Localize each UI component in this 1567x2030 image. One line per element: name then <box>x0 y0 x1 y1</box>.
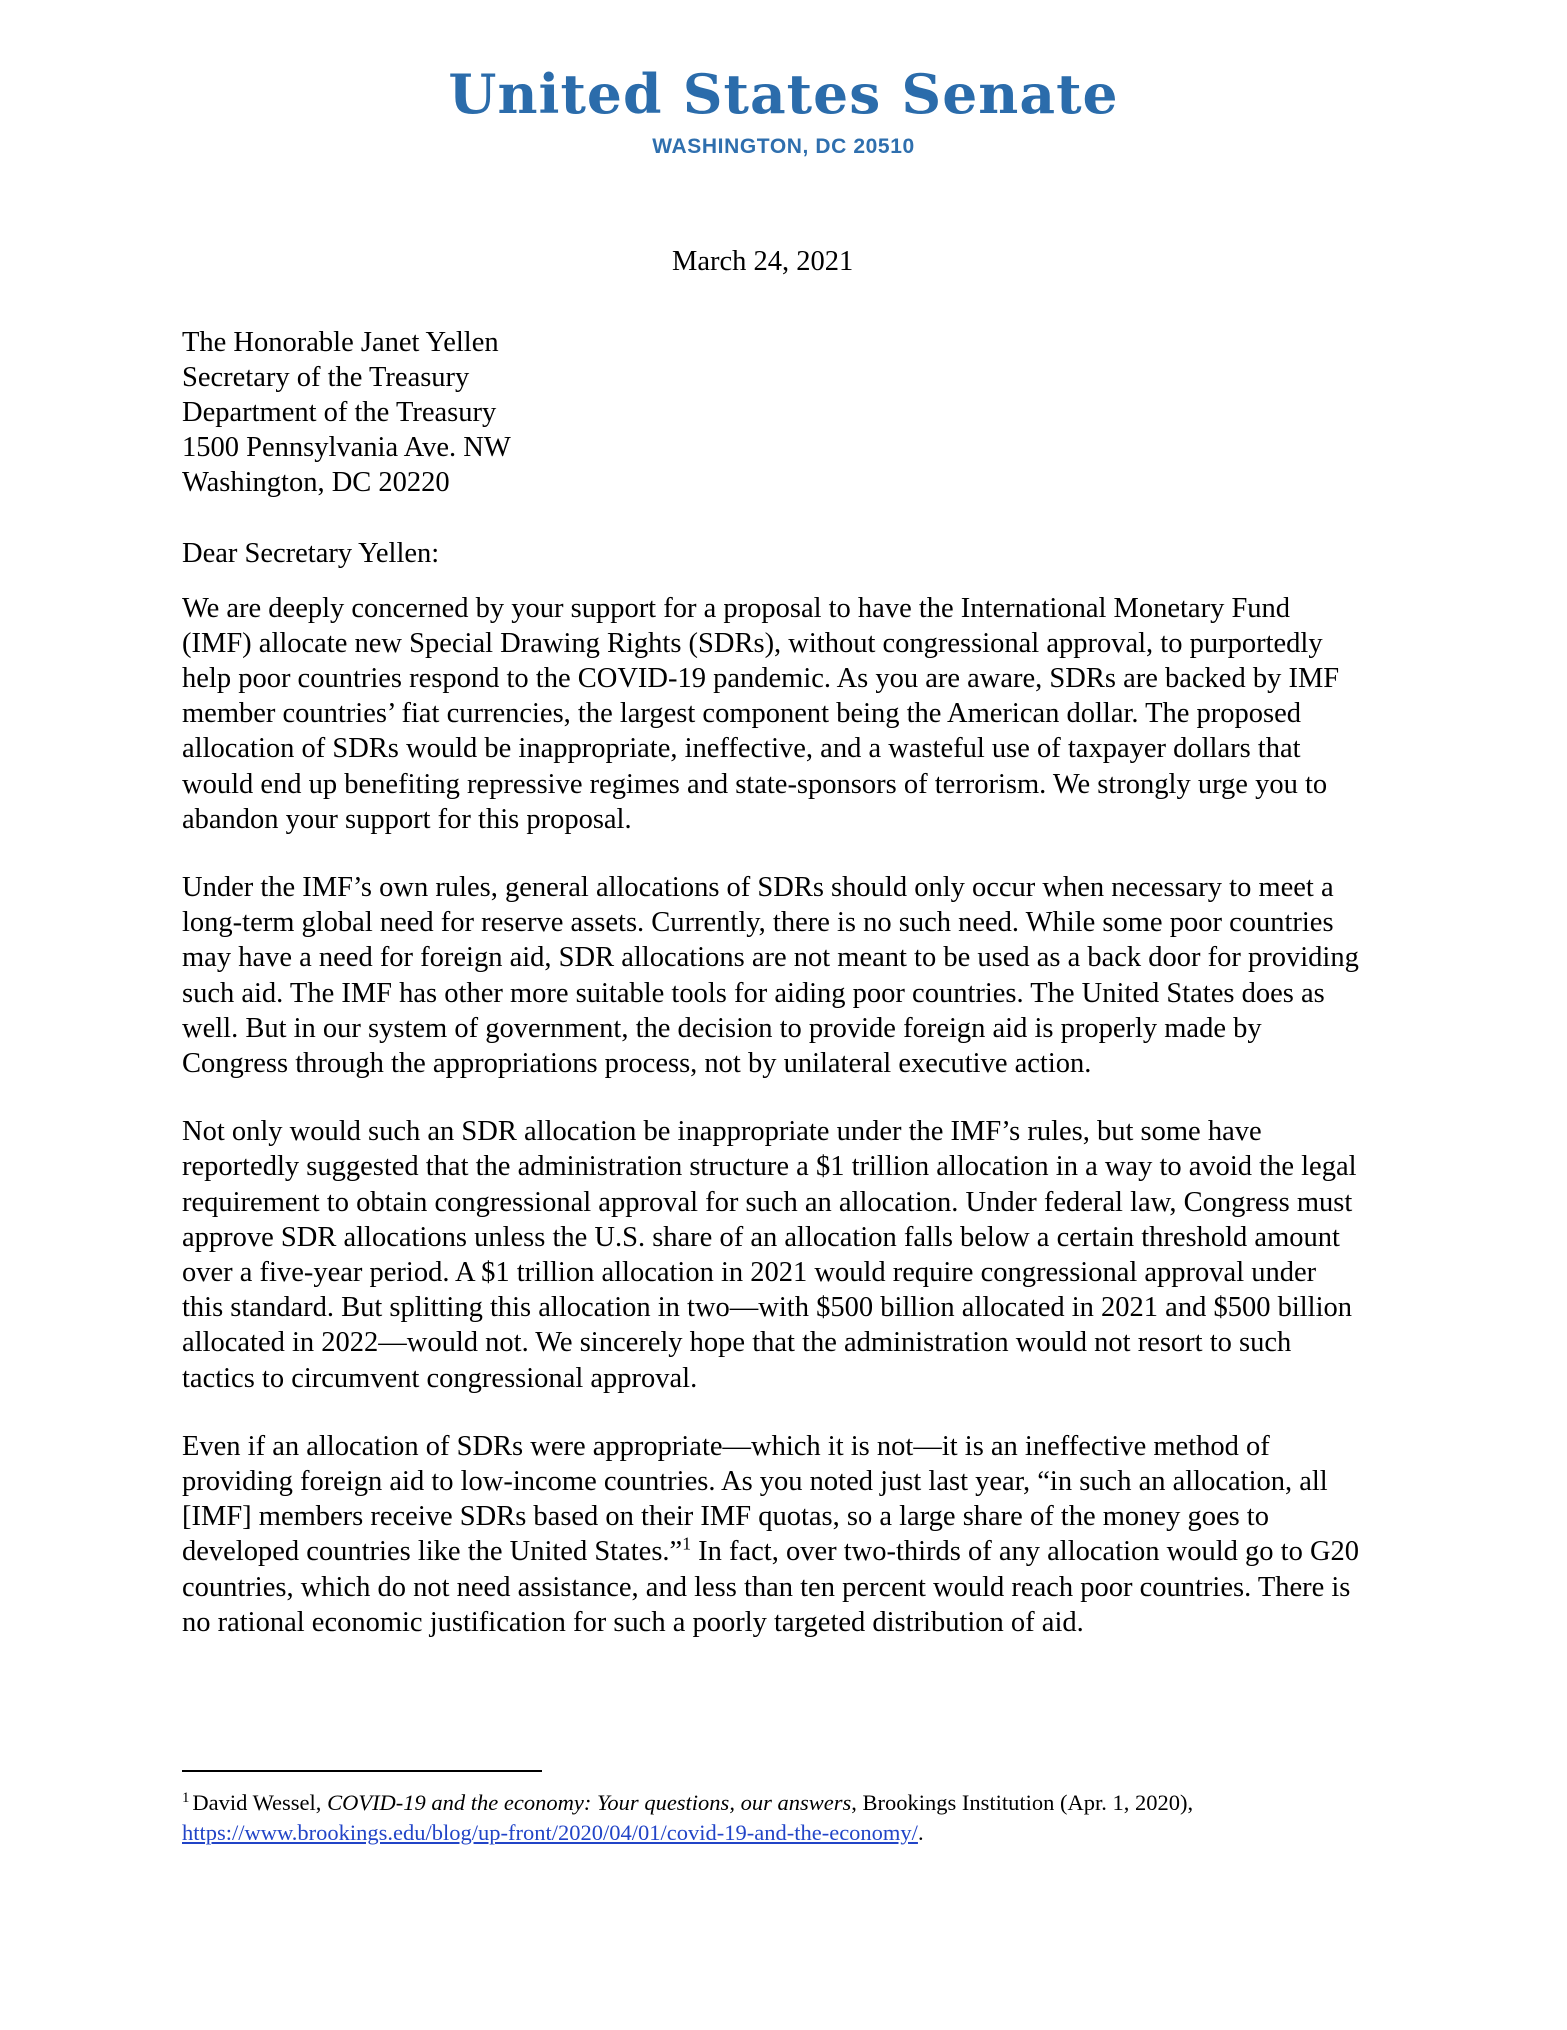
senate-letterhead-title: United States Senate <box>448 62 1119 126</box>
paragraph: Not only would such an SDR allocation be inappropriate under the IMF’s rules, but some have reportedly suggested that the administration structure a $1 trillion allocation in a way to avoid the legal requirement to obtain congressional approval for such an allocation. Under federal law, Congress must approve SDR allocations unless the U.S. share of an allocation falls below a certain threshold amount over a five-year period. A $1 trillion allocation in 2021 would require congressional approval under this standard. But splitting this allocation in two—with $500 billion allocated in 2021 and $500 billion allocated in 2022—would not. We sincerely hope that the administration would not resort to such tactics to circumvent congressional approval. <box>182 1116 1357 1394</box>
footnote-area <box>182 1770 1372 1848</box>
paragraph-with-footnote-reference <box>182 1429 1364 1640</box>
address-line: Department of the Treasury <box>182 396 497 428</box>
footnote-separator-rule <box>182 1770 542 1772</box>
address-line: The Honorable Janet Yellen <box>182 326 499 358</box>
paragraph: Under the IMF’s own rules, general allocations of SDRs should only occur when necessary to meet a long-term global need for reserve assets. Currently, there is no such need. While some poor countries may have a need for foreign aid, SDR allocations are not meant to be used as a back door for providing such aid. The IMF has other more suitable tools for aiding poor countries. The United States does as well. But in our system of government, the decision to provide foreign aid is properly made by Congress through the appropriations process, not by unilateral executive action. <box>182 871 1359 1079</box>
paragraph-text-before-footnote: Even if an allocation of SDRs were appropriate—which it is not—it is an ineffective method of providing foreign aid to low-income countries. As you noted just last year, “in such an allocation, all [IMF] members receive SDRs based on their IMF quotas, so a large share of the money goes to developed countries like the United States.” <box>182 1430 1328 1568</box>
footnote-url-period: . <box>917 1820 924 1845</box>
footnote-reference-marker: 1 <box>682 1533 692 1554</box>
letter-date: March 24, 2021 <box>672 246 854 277</box>
body-paragraphs <box>182 591 1372 1640</box>
letterhead-address-line: WASHINGTON, DC 20510 <box>652 134 915 158</box>
address-line: Washington, DC 20220 <box>182 466 450 498</box>
salutation: Dear Secretary Yellen: <box>182 537 440 569</box>
footnote-url-link[interactable]: https://www.brookings.edu/blog/up-front/2020/04/01/covid-19-and-the-economy/ <box>182 1820 918 1845</box>
letter-body <box>182 0 1372 1673</box>
address-line: 1500 Pennsylvania Ave. NW <box>182 431 511 463</box>
footnote-entry <box>182 1788 1372 1848</box>
footnote-publisher: , Brookings Institution (Apr. 1, 2020), <box>851 1790 1194 1815</box>
address-line: Secretary of the Treasury <box>182 361 470 393</box>
paragraph: We are deeply concerned by your support for a proposal to have the International Monetary Fund (IMF) allocate new Special Drawing Rights (SDRs), without congressional approval, to purportedly help poor countries respond to the COVID-19 pandemic. As you are aware, SDRs are backed by IMF member countries’ fiat currencies, the largest component being the American dollar. The proposed allocation of SDRs would be inappropriate, ineffective, and a wasteful use of taxpayer dollars that would end up benefiting repressive regimes and state-sponsors of terrorism. We strongly urge you to abandon your support for this proposal. <box>182 592 1340 835</box>
footnote-number: 1 <box>182 1789 190 1806</box>
footnote-title: COVID-19 and the economy: Your questions, our answers <box>327 1790 852 1815</box>
footnote-author: David Wessel, <box>192 1790 328 1815</box>
paragraph-text-after-footnote: In fact, over two-thirds of any allocation would go to G20 countries, which do not need assistance, and less than ten percent would reach poor countries. There is no rational economic justification for such a poorly targeted distribution of aid. <box>182 1536 1360 1638</box>
recipient-address-block <box>182 325 1372 500</box>
